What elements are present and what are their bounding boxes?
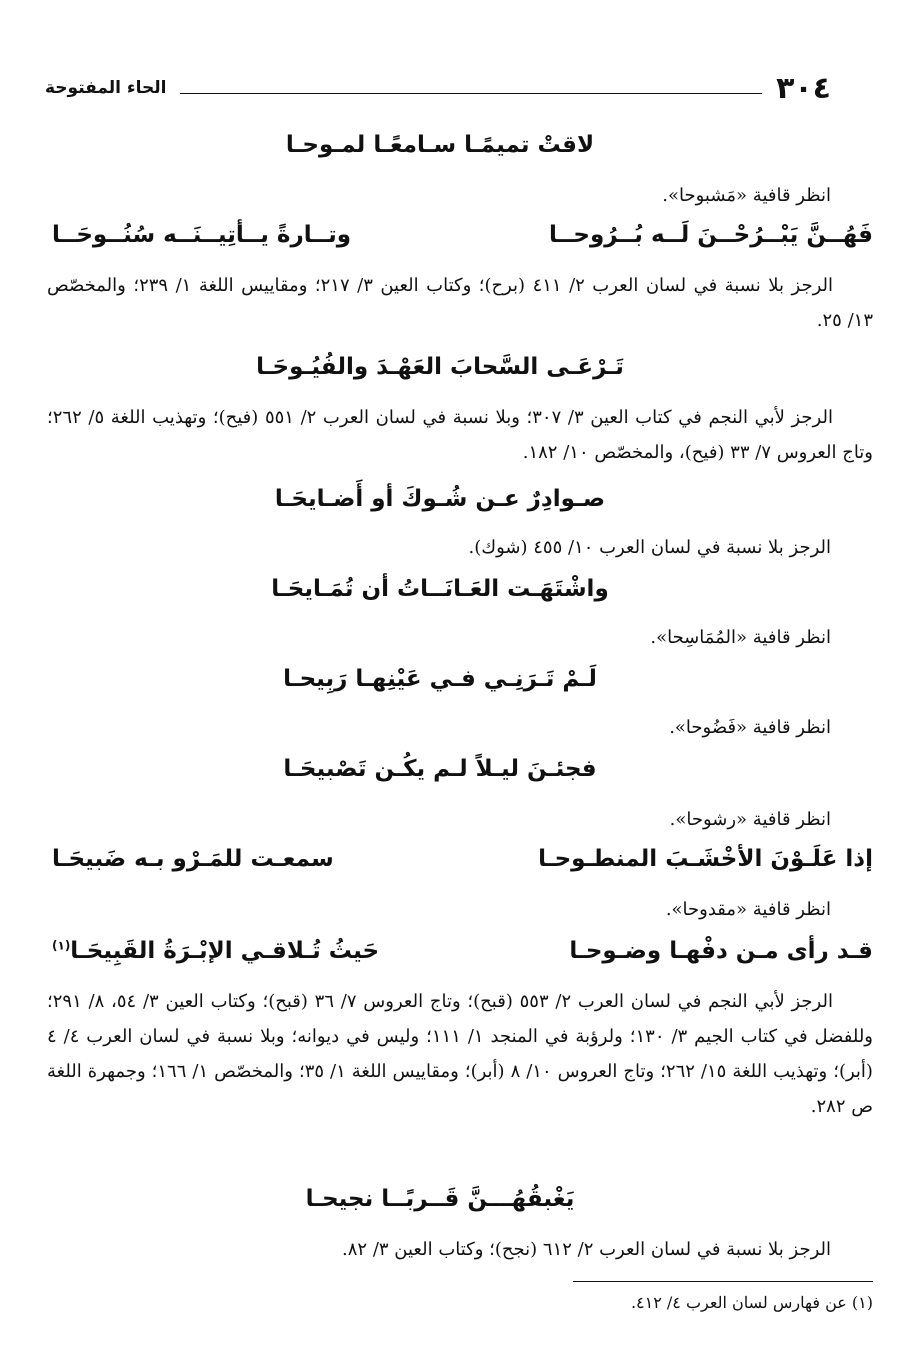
note-5: انظر قافية «المُمَاسِحا». <box>650 627 831 648</box>
page-header <box>45 66 831 110</box>
header-rule <box>180 93 762 94</box>
note-7: انظر قافية «رشوحا». <box>669 809 831 830</box>
verse-9-second-hemistich-text: حَيثُ تُـلاقـي الإبْـرَةُ القَبِيحَـا <box>70 938 380 964</box>
verse-3: تَـرْعَـى السَّحابَ العَهْـدَ والفُيُـوحَـا <box>256 354 624 380</box>
note-8: انظر قافية «مقدوحا». <box>665 899 831 920</box>
note-6: انظر قافية «فَضُوحا». <box>669 717 831 738</box>
verse-1: لاقتْ تميمًـا سـامعًـا لمـوحـا <box>285 132 595 158</box>
verse-2-first-hemistich: فَهُــنَّ يَبْــرُحْــنَ لَــه بُــرُوحــا <box>549 222 873 248</box>
verse-9-second-hemistich <box>52 938 379 964</box>
verse-4: صـوادِرٌ عـن شُـوكَ أو أَضـايحَـا <box>274 486 606 512</box>
footnote: (١) عن فهارس لسان العرب ٤/ ٤١٢. <box>630 1293 873 1312</box>
note-4: الرجز بلا نسبة في لسان العرب ١٠/ ٤٥٥ (شوك). <box>468 537 831 558</box>
verse-8-first-hemistich: إذا عَلَـوْنَ الأخْشَـبَ المنطـوحـا <box>538 846 873 872</box>
verse-5: واشْتَهَـت العَـانَــاتُ أن تُمَـايحَـا <box>271 576 609 602</box>
verse-8-second-hemistich: سمعـت للمَـرْو بـه ضَبيحَـا <box>52 846 334 872</box>
note-9: الرجز لأبي النجم في لسان العرب ٢/ ٥٥٣ (قبح)؛ وتاج العروس ٧/ ٣٦ (قبح)؛ وكتاب العين ٣/ ٥٤، ٨/ ٢٩١؛ وللفضل في كتاب الجيم ٣/ ١٣٠؛ ولرؤبة في المنجد ١/ ١١١؛ وليس في ديوانه؛ وبلا نسبة في لسان العرب ٤/ ٤ (أبر)؛ وتهذيب اللغة ١٥/ ٢٦٢؛ وتاج العروس ١٠/ ٨ (أبر)؛ ومقاييس اللغة ١/ ٣٥؛ والمخصّص ١/ ١٦٦؛ وجمهرة اللغة ص ٢٨٢. <box>47 991 874 1117</box>
verse-10: يَغْبقُهُـــنَّ قَــربًــا نجيحـا <box>305 1186 575 1212</box>
verse-9-first-hemistich: قـد رأى مـن دفْهـا وضـوحـا <box>569 938 873 964</box>
verse-6: لَـمْ تَـرَنِـي فـي عَيْنِهـا رَبِيحـا <box>283 666 597 692</box>
note-3: الرجز لأبي النجم في كتاب العين ٣/ ٣٠٧؛ وبلا نسبة في لسان العرب ٢/ ٥٥١ (فيح)؛ وتهذيب اللغة ٥/ ٢٦٢؛ وتاج العروس ٧/ ٣٣ (فيح)، والمخصّص ١٠/ ١٨٢. <box>47 407 873 463</box>
footnote-rule <box>573 1281 873 1282</box>
note-2: الرجز بلا نسبة في لسان العرب ٢/ ٤١١ (برح)؛ وكتاب العين ٣/ ٢١٧؛ ومقاييس اللغة ١/ ٢٣٩؛ والمخصّص ١٣/ ٢٥. <box>47 275 873 331</box>
footnote-marker: (١) <box>52 938 71 953</box>
verse-2-second-hemistich: وتــارةً يــأتِيــنَــه سُنُــوحَــا <box>52 222 352 248</box>
note-1: انظر قافية «مَشبوحا». <box>662 185 831 206</box>
section-title: الحاء المفتوحة <box>45 78 167 98</box>
note-10: الرجز بلا نسبة في لسان العرب ٢/ ٦١٢ (نجح)؛ وكتاب العين ٣/ ٨٢. <box>342 1239 831 1260</box>
verse-7: فجئـنَ ليـلاً لـم يكُـن تَصْبيحَـا <box>283 756 597 782</box>
page-number: ٣٠٤ <box>776 70 831 106</box>
